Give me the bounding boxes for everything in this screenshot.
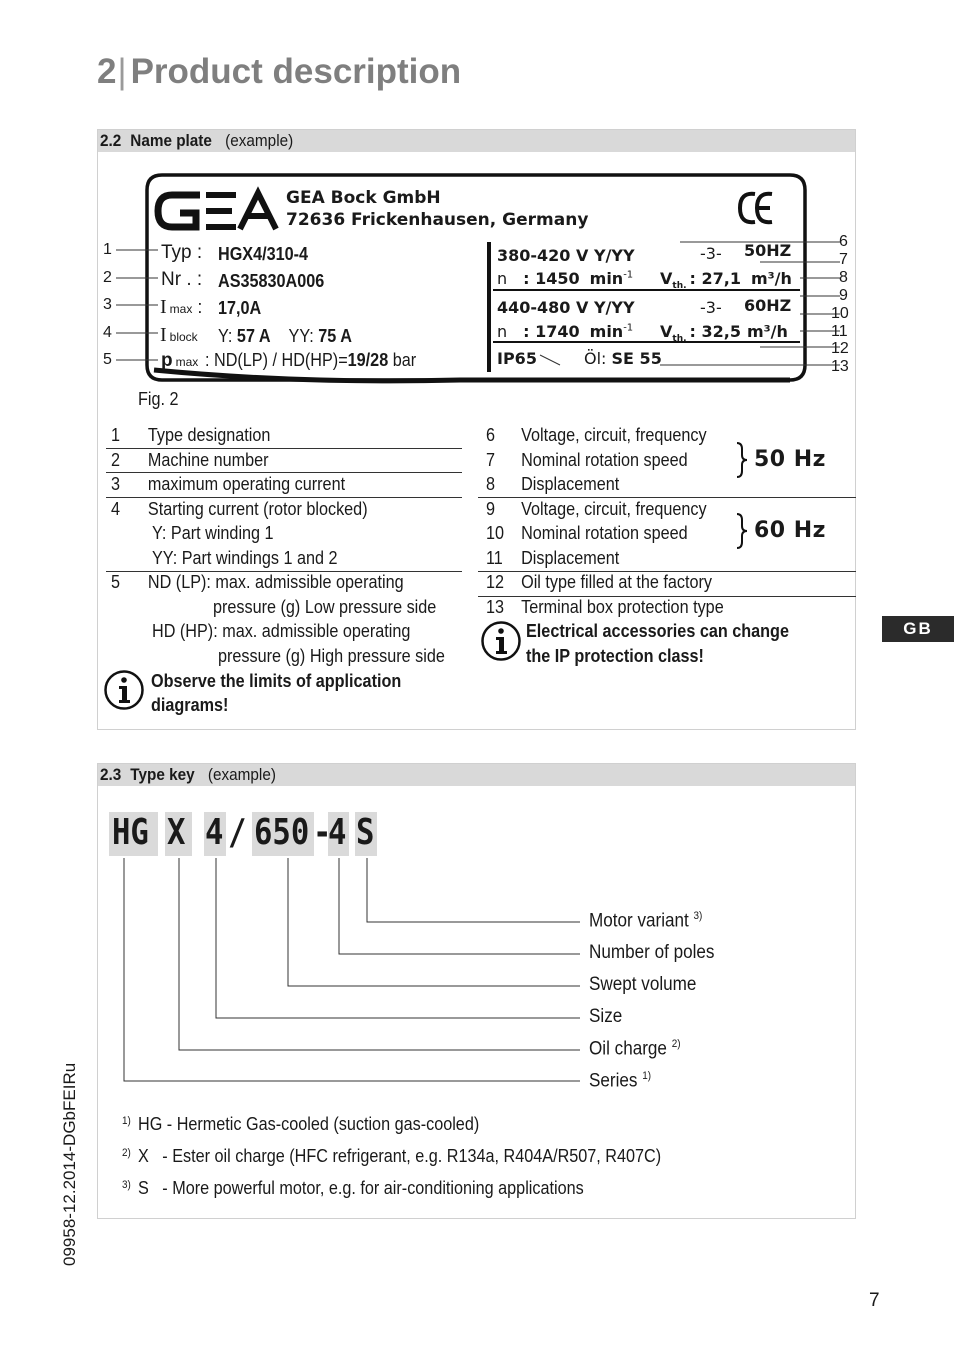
legend-item-9: 9 Voltage, circuit, frequency [486,499,707,519]
type-key-label-series: Series $^{1)}$ [589,1070,652,1092]
footnote-1: $^{1)}$ HG - Hermetic Gas-cooled (suction gas-cooled) [122,1114,480,1134]
callout-3: 3 [103,296,112,313]
note-left-line1: Observe the limits of application [151,671,402,691]
type-key-slash: / [228,812,247,853]
chapter-separator: | [117,52,127,91]
note-left-line2: diagrams! [151,695,229,715]
np-nr-label: Nr . : [161,269,203,290]
legend-item-10: 10 Nominal rotation speed [486,523,688,543]
chapter-number: 2 [97,52,117,91]
chapter-title [97,52,461,92]
gea-logo [158,193,276,229]
callout-8: 8 [839,269,848,286]
type-key-label-poles: Number of poles [589,942,715,963]
np-iblock-values: Y: 57 A YY: 75 A [218,326,352,346]
np-phase-60: -3- [700,298,722,317]
type-key-label-oil: Oil charge $^{2)}$ [589,1038,681,1060]
footnote-2: $^{2)}$ X - Ester oil charge (HFC refrigerant, e.g. R134a, R404A/R507, R407C) [122,1146,662,1166]
section-header [98,130,855,152]
type-key-connectors [0,850,600,1090]
np-oil: Öl: SE 55 [584,349,662,368]
note-right-line1: Electrical accessories can change [526,621,789,641]
page-number: 7 [869,1290,880,1311]
np-imax-label: Imax : [160,296,203,318]
type-key-size: 4 [205,812,224,853]
legend-item-5: 5 ND (LP): max. admissible operating [111,572,404,592]
np-iblock-label: Iblock [160,324,198,346]
callout-10: 10 [831,305,849,322]
legend-item-3: 3 maximum operating current [111,474,346,494]
chapter-title-text: Product description [130,52,462,91]
np-pmax-label: pmax [161,350,199,371]
legend-item-1: 1 Type designation [111,425,271,445]
callout-9: 9 [839,287,848,304]
info-icon [480,620,522,662]
legend-item-4: 4 Starting current (rotor blocked) [111,499,368,519]
np-phase-50: -3- [700,244,722,263]
np-voltage-50: 380-420 V Y/YY [497,246,635,265]
np-speed-50: n : 1450 $\min^{-1}$ [497,269,634,288]
footnote-3: $^{3)}$ S - More powerful motor, e.g. for air-conditioning applications [122,1178,584,1198]
info-icon [103,669,145,711]
type-key-poles: 4 [328,812,347,853]
hz-50-label: 50 Hz [754,447,826,472]
type-key-volume: 650 [254,812,310,853]
legend-item-13: 13 Terminal box protection type [486,597,724,617]
np-pmax-value: : ND(LP) / HD(HP)=19/28 bar [205,350,417,370]
np-nr-value: AS35830A006 [218,271,325,291]
legend-item-11: 11 Displacement [486,548,620,568]
legend-item-12: 12 Oil type filled at the factory [486,572,712,592]
type-key-oil: X [167,812,186,853]
np-ip: IP65 [497,349,537,368]
ce-mark-icon [740,194,772,222]
np-freq-50: 50HZ [744,241,792,260]
callout-5: 5 [103,351,112,368]
hz-60-label: 60 Hz [754,518,826,543]
legend-divider [106,472,462,473]
type-key-series: HG [112,812,149,853]
callout-6: 6 [839,233,848,250]
section-suffix: (example) [225,131,294,150]
callout-13: 13 [831,358,849,375]
language-tab: GB [882,616,954,642]
type-key-label-motor: Motor variant $^{3)}$ [589,910,703,932]
section-number: 2.3 [100,765,122,784]
np-vth-60: $V_{th.}$ : 32,5 m³/h [660,322,788,345]
type-key-label-volume: Swept volume [589,974,697,995]
section-number: 2.2 [100,131,122,150]
legend-item-2: 2 Machine number [111,450,269,470]
type-key-label-size: Size [589,1006,623,1027]
section-title: Name plate [130,131,212,150]
section-header [98,764,855,786]
brace-icon [734,512,750,550]
callout-12: 12 [831,340,849,357]
np-typ-label: Typ : [161,242,203,263]
legend-divider [106,497,462,498]
np-voltage-60: 440-480 V Y/YY [497,298,635,317]
np-speed-60: n : 1740 $\min^{-1}$ [497,322,634,341]
legend-item-7: 7 Nominal rotation speed [486,450,688,470]
brace-icon [734,441,750,479]
np-imax-value: 17,0A [218,298,262,318]
legend-divider [106,448,462,449]
legend-item-6: 6 Voltage, circuit, frequency [486,425,707,445]
np-typ-value: HGX4/310-4 [218,244,309,264]
legend-item-8: 8 Displacement [486,474,620,494]
np-freq-60: 60HZ [744,296,792,315]
section-title: Type key [130,765,195,784]
legend-item-5-line3: HD (HP): max. admissible operating [152,621,411,641]
legend-item-4-line2: Y: Part winding 1 [152,523,274,543]
callout-11: 11 [831,323,848,340]
legend-item-4-line3: YY: Part windings 1 and 2 [152,548,338,568]
note-right-line2: the IP protection class! [526,646,704,666]
callout-4: 4 [103,324,112,341]
legend-divider [478,497,856,498]
fig-caption: Fig. 2 [138,389,179,409]
callout-2: 2 [103,269,112,286]
type-key-motor: S [356,812,375,853]
callout-7: 7 [839,251,848,268]
np-vth-50: $V_{th.}$ : 27,1 m³/h [660,269,792,292]
nameplate-company: GEA Bock GmbH [286,188,441,208]
nameplate-address: 72636 Frickenhausen, Germany [286,210,589,230]
type-key-dash: - [313,812,332,853]
callout-1: 1 [103,241,112,258]
document-code: 09958-12.2014-DGbFEIRu [60,1062,79,1266]
legend-item-5-line2: pressure (g) Low pressure side [213,597,437,617]
section-suffix: (example) [207,765,276,784]
legend-item-5-line4: pressure (g) High pressure side [218,646,445,666]
